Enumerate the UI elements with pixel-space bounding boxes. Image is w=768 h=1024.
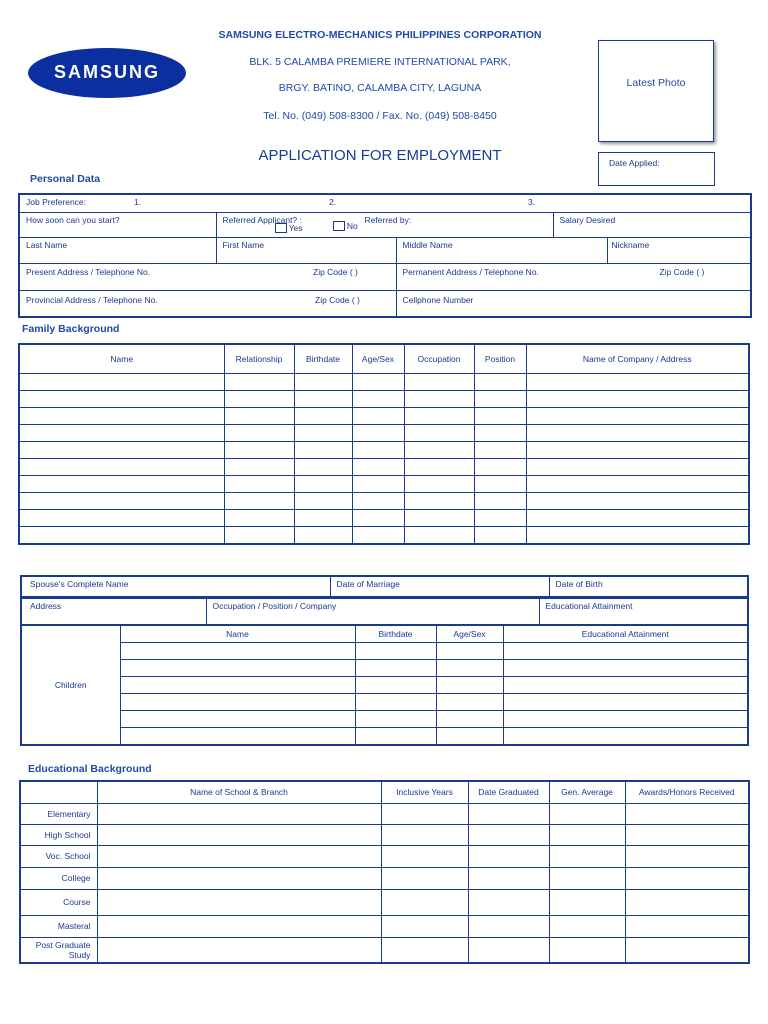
family-cell-occupation[interactable] [404,374,474,391]
family-cell-position[interactable] [474,527,526,544]
family-header-position: Position [474,344,526,374]
education-level-label: Masteral [20,915,97,937]
family-row [19,510,749,527]
family-cell-company[interactable] [526,510,749,527]
family-cell-birthdate[interactable] [294,374,352,391]
education-row [20,845,749,867]
edu-header-years: Inclusive Years [381,781,468,803]
personal-data-heading: Personal Data [30,173,101,185]
children-header-education: Educational Attainment [503,625,748,642]
family-cell-position[interactable] [474,442,526,459]
education-cell[interactable] [97,937,381,963]
family-cell-position[interactable] [474,374,526,391]
family-header-company: Name of Company / Address [526,344,749,374]
family-cell-birthdate[interactable] [294,391,352,408]
child-cell[interactable] [436,676,503,693]
family-row [19,459,749,476]
yes-label: Yes [288,222,303,233]
cellphone-field[interactable] [396,290,751,317]
job-pref-option-2: 2. [329,197,337,207]
education-cell[interactable] [468,867,549,889]
family-cell-company[interactable] [526,374,749,391]
education-cell[interactable] [97,915,381,937]
family-cell-relationship[interactable] [224,374,294,391]
job-preference-field[interactable] [19,194,751,212]
education-level-label: Voc. School [20,845,97,867]
family-cell-name[interactable] [19,510,224,527]
salary-label: Salary Desired [559,214,616,225]
permanent-zip-label: Zip Code ( ) [659,266,705,277]
education-cell[interactable] [625,845,749,867]
edu-header-average: Gen. Average [549,781,625,803]
personal-data-table [18,193,752,318]
education-cell[interactable] [549,867,625,889]
family-cell-company[interactable] [526,391,749,408]
family-cell-occupation[interactable] [404,391,474,408]
family-cell-name[interactable] [19,476,224,493]
child-cell[interactable] [503,727,748,745]
family-cell-company[interactable] [526,442,749,459]
permanent-address-field[interactable] [396,263,751,290]
child-cell[interactable] [120,659,355,676]
family-cell-relationship[interactable] [224,510,294,527]
education-cell[interactable] [549,845,625,867]
yes-checkbox[interactable] [275,223,287,233]
family-cell-position[interactable] [474,476,526,493]
education-level-label: Post Graduate Study [20,937,97,963]
education-cell[interactable] [468,889,549,915]
spouse-dob-label: Date of Birth [555,579,603,589]
middle-name-label: Middle Name [402,239,453,250]
nickname-label: Nickname [611,239,650,250]
salary-field[interactable] [553,212,751,237]
family-cell-age-sex[interactable] [352,476,404,493]
family-cell-position[interactable] [474,408,526,425]
no-checkbox[interactable] [333,221,345,231]
education-cell[interactable] [97,889,381,915]
date-of-marriage-label: Date of Marriage [336,579,400,589]
children-table [20,624,749,746]
child-cell[interactable] [503,659,748,676]
family-header-age-sex: Age/Sex [352,344,404,374]
edu-header-awards: Awards/Honors Received [625,781,749,803]
family-row [19,442,749,459]
spouse-education-label: Educational Attainment [545,601,633,611]
family-cell-company[interactable] [526,459,749,476]
family-cell-occupation[interactable] [404,459,474,476]
child-cell[interactable] [436,642,503,659]
permanent-address-label: Permanent Address / Telephone No. [402,266,539,277]
education-cell[interactable] [468,845,549,867]
child-cell[interactable] [120,710,355,727]
family-cell-age-sex[interactable] [352,374,404,391]
edu-header-school: Name of School & Branch [97,781,381,803]
child-cell[interactable] [436,710,503,727]
family-cell-company[interactable] [526,476,749,493]
family-row [19,476,749,493]
family-cell-age-sex[interactable] [352,425,404,442]
job-preference-label: Job Preference: [26,197,87,207]
family-cell-company[interactable] [526,408,749,425]
family-cell-age-sex[interactable] [352,442,404,459]
family-header-name: Name [19,344,224,374]
education-cell[interactable] [381,824,468,845]
child-cell[interactable] [436,693,503,710]
family-cell-relationship[interactable] [224,493,294,510]
education-heading: Educational Background [28,763,152,775]
child-cell[interactable] [503,642,748,659]
education-cell[interactable] [625,889,749,915]
education-cell[interactable] [549,824,625,845]
family-cell-birthdate[interactable] [294,510,352,527]
education-cell[interactable] [381,937,468,963]
family-cell-relationship[interactable] [224,527,294,544]
education-table [19,780,750,964]
family-cell-occupation[interactable] [404,425,474,442]
referral-field [216,212,553,237]
education-cell[interactable] [625,803,749,824]
education-row [20,937,749,963]
family-cell-company[interactable] [526,425,749,442]
logo-text: SAMSUNG [53,62,160,82]
child-cell[interactable] [503,693,748,710]
family-cell-birthdate[interactable] [294,442,352,459]
provincial-zip-label: Zip Code ( ) [315,294,360,305]
education-cell[interactable] [381,803,468,824]
child-cell[interactable] [503,676,748,693]
provincial-address-label: Provincial Address / Telephone No. [26,294,158,305]
children-label: Children [21,625,120,745]
family-cell-relationship[interactable] [224,408,294,425]
spouse-name-field[interactable] [21,576,330,597]
family-row [19,374,749,391]
family-cell-birthdate[interactable] [294,476,352,493]
education-cell[interactable] [549,803,625,824]
company-name: SAMSUNG ELECTRO-MECHANICS PHILIPPINES CORPORATION [218,29,542,41]
provincial-address-field[interactable] [19,290,396,317]
child-cell[interactable] [355,676,436,693]
education-row [20,915,749,937]
spouse-address-label: Address [30,601,62,611]
family-cell-name[interactable] [19,459,224,476]
child-cell[interactable] [436,659,503,676]
family-row [19,391,749,408]
family-cell-position[interactable] [474,391,526,408]
family-cell-age-sex[interactable] [352,391,404,408]
first-name-field[interactable] [216,237,396,263]
family-cell-name[interactable] [19,391,224,408]
child-cell[interactable] [436,727,503,745]
education-cell[interactable] [549,937,625,963]
last-name-field[interactable] [19,237,216,263]
form-title: APPLICATION FOR EMPLOYMENT [258,147,502,164]
no-option[interactable] [333,221,358,232]
family-cell-position[interactable] [474,459,526,476]
family-cell-birthdate[interactable] [294,408,352,425]
child-cell[interactable] [355,710,436,727]
family-cell-name[interactable] [19,408,224,425]
present-address-label: Present Address / Telephone No. [26,266,151,277]
child-cell[interactable] [355,659,436,676]
spouse-occupation-label: Occupation / Position / Company [212,601,337,611]
education-cell[interactable] [468,824,549,845]
spouse-name-label: Spouse's Complete Name [30,579,129,589]
education-cell[interactable] [625,915,749,937]
child-cell[interactable] [355,693,436,710]
family-header-relationship: Relationship [224,344,294,374]
education-cell[interactable] [381,889,468,915]
last-name-label: Last Name [26,239,68,250]
referred-applicant-label: Referred Applicant? : [222,214,302,225]
family-row [19,408,749,425]
education-cell[interactable] [97,824,381,845]
family-cell-relationship[interactable] [224,476,294,493]
yes-option[interactable] [275,223,303,234]
child-cell[interactable] [355,727,436,745]
edu-header-level [20,781,97,803]
family-cell-age-sex[interactable] [352,493,404,510]
education-cell[interactable] [468,937,549,963]
nickname-field[interactable] [607,237,751,263]
family-cell-occupation[interactable] [404,493,474,510]
education-cell[interactable] [468,803,549,824]
education-cell[interactable] [549,915,625,937]
family-row [19,425,749,442]
education-cell[interactable] [625,824,749,845]
children-header-birthdate: Birthdate [355,625,436,642]
education-row [20,889,749,915]
spouse-table [20,575,749,598]
family-cell-occupation[interactable] [404,510,474,527]
edu-header-graduated: Date Graduated [468,781,549,803]
education-cell[interactable] [97,803,381,824]
child-cell[interactable] [120,693,355,710]
family-cell-company[interactable] [526,527,749,544]
company-address-line1: BLK. 5 CALAMBA PREMIERE INTERNATIONAL PARK, [249,56,511,68]
present-zip-label: Zip Code ( ) [313,266,358,277]
start-date-label: How soon can you start? [26,214,120,225]
education-cell[interactable] [468,915,549,937]
no-label: No [346,220,358,231]
family-cell-name[interactable] [19,527,224,544]
family-cell-occupation[interactable] [404,476,474,493]
samsung-logo [28,48,186,98]
education-cell[interactable] [625,867,749,889]
education-cell[interactable] [381,845,468,867]
family-cell-age-sex[interactable] [352,459,404,476]
child-cell[interactable] [120,727,355,745]
middle-name-field[interactable] [396,237,607,263]
education-cell[interactable] [381,915,468,937]
company-address-line2: BRGY. BATINO, CALAMBA CITY, LAGUNA [278,82,482,94]
children-header-name: Name [120,625,355,642]
education-cell[interactable] [625,937,749,963]
children-header-age-sex: Age/Sex [436,625,503,642]
family-cell-relationship[interactable] [224,391,294,408]
photo-label: Latest Photo [626,77,686,89]
education-level-label: Course [20,889,97,915]
child-cell[interactable] [503,710,748,727]
spouse-address-field[interactable] [21,598,206,625]
education-row [20,803,749,824]
child-cell[interactable] [355,642,436,659]
child-cell[interactable] [120,642,355,659]
family-cell-age-sex[interactable] [352,408,404,425]
family-cell-name[interactable] [19,442,224,459]
date-applied-label: Date Applied: [609,158,660,168]
cellphone-label: Cellphone Number [402,294,474,305]
education-cell[interactable] [381,867,468,889]
spouse-education-field[interactable] [539,598,748,625]
family-cell-birthdate[interactable] [294,459,352,476]
spouse-occupation-field[interactable] [206,598,539,625]
child-cell[interactable] [120,676,355,693]
education-level-label: College [20,867,97,889]
family-row [19,493,749,510]
family-cell-position[interactable] [474,493,526,510]
family-cell-age-sex[interactable] [352,527,404,544]
family-cell-age-sex[interactable] [352,510,404,527]
company-phone: Tel. No. (049) 508-8300 / Fax. No. (049) 508-8450 [263,110,497,122]
spouse-dob-field[interactable] [549,576,748,597]
spouse-table-row2 [20,597,749,626]
family-table [18,343,750,545]
date-applied-field[interactable] [598,152,715,186]
family-row [19,527,749,544]
family-cell-occupation[interactable] [404,408,474,425]
family-cell-name[interactable] [19,374,224,391]
family-cell-relationship[interactable] [224,459,294,476]
family-cell-occupation[interactable] [404,442,474,459]
education-row [20,824,749,845]
job-pref-option-1: 1. [134,197,142,207]
first-name-label: First Name [222,239,265,250]
education-cell[interactable] [97,867,381,889]
education-row [20,867,749,889]
education-level-label: Elementary [20,803,97,824]
family-cell-name[interactable] [19,425,224,442]
family-cell-company[interactable] [526,493,749,510]
family-cell-position[interactable] [474,425,526,442]
job-pref-option-3: 3. [528,197,536,207]
referred-by-label: Referred by: [364,214,412,225]
family-background-heading: Family Background [22,323,120,335]
family-cell-position[interactable] [474,510,526,527]
family-cell-relationship[interactable] [224,442,294,459]
family-header-birthdate: Birthdate [294,344,352,374]
family-cell-birthdate[interactable] [294,527,352,544]
education-level-label: High School [20,824,97,845]
family-cell-name[interactable] [19,493,224,510]
family-cell-birthdate[interactable] [294,493,352,510]
education-cell[interactable] [549,889,625,915]
date-of-marriage-field[interactable] [330,576,549,597]
family-cell-birthdate[interactable] [294,425,352,442]
family-cell-occupation[interactable] [404,527,474,544]
family-header-occupation: Occupation [404,344,474,374]
education-cell[interactable] [97,845,381,867]
present-address-field[interactable] [19,263,396,290]
photo-box[interactable] [598,40,714,142]
start-date-field[interactable] [19,212,216,237]
family-cell-relationship[interactable] [224,425,294,442]
